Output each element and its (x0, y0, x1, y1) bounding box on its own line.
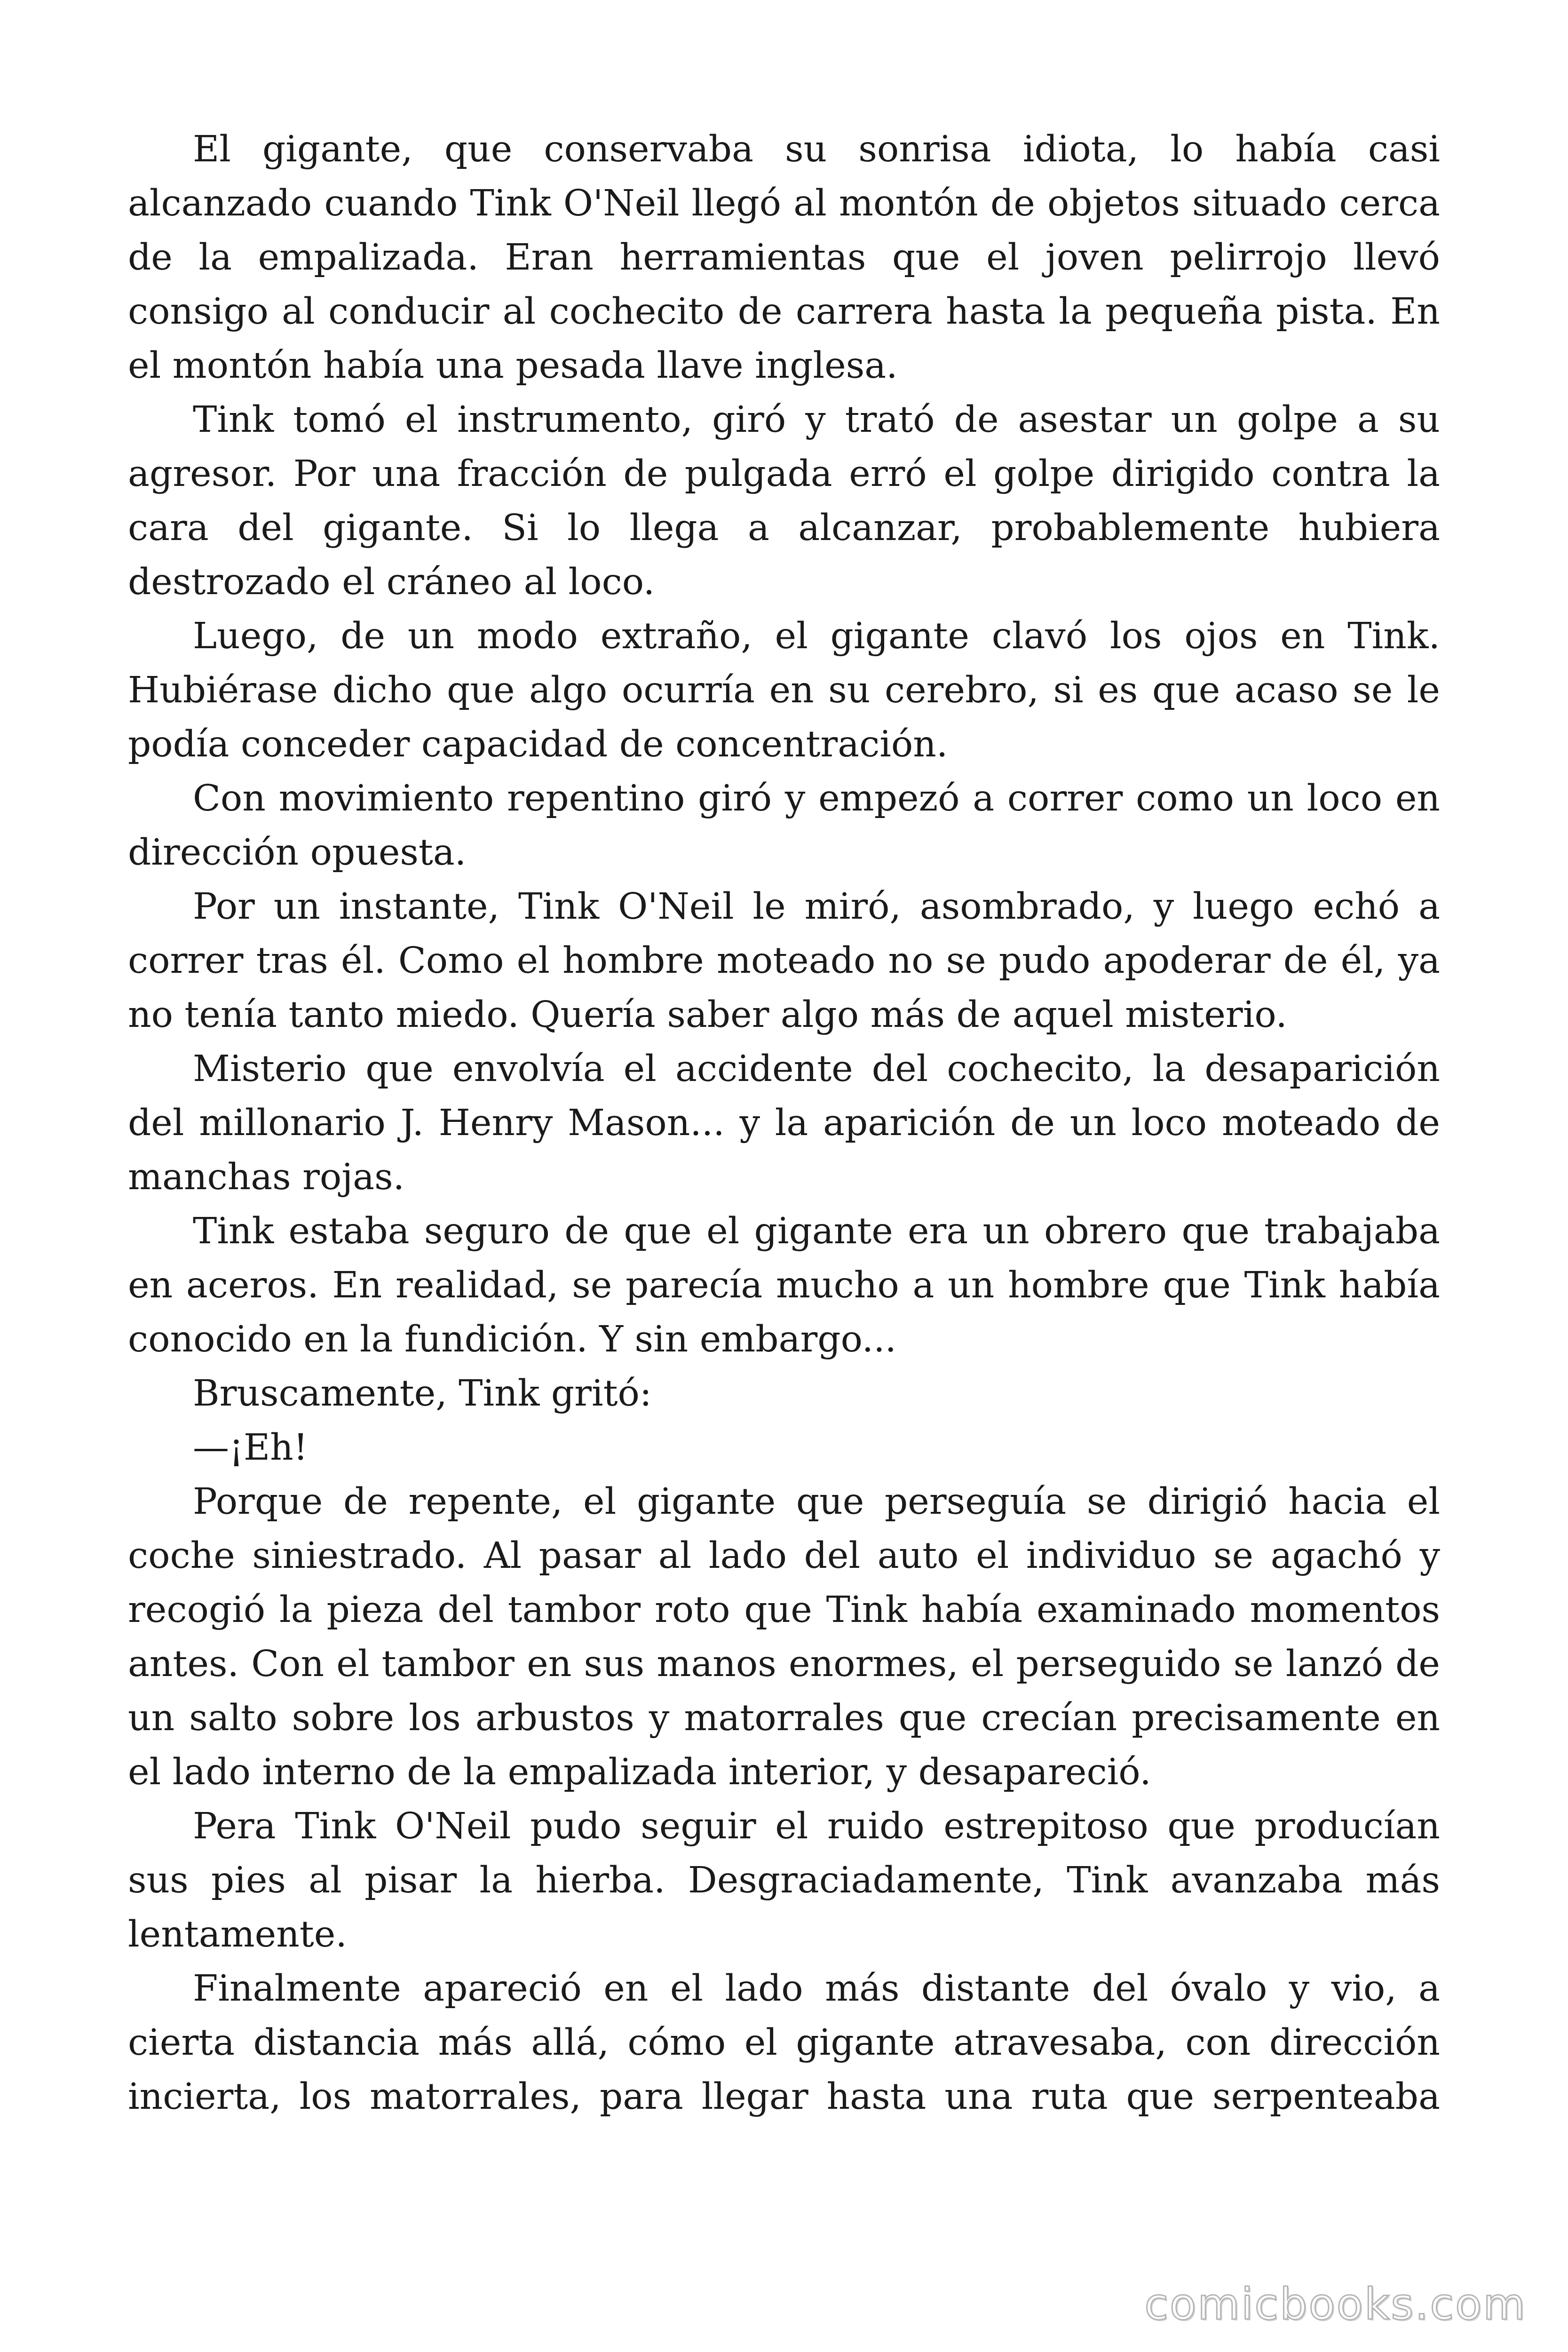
paragraph: Tink estaba seguro de que el gigante era un obrero que trabajaba en aceros. En realidad, se parecía mucho a un hombre que Tink había conocido en la fundición. Y sin embargo... (128, 1210, 1440, 1360)
paragraph: Luego, de un modo extraño, el gigante clavó los ojos en Tink. Hubiérase dicho que algo ocurría en su cerebro, si es que acaso se le podía conceder capacidad de concentración. (128, 615, 1440, 765)
paragraph: Porque de repente, el gigante que perseguía se dirigió hacia el coche siniestrado. Al pasar al lado del auto el individuo se agachó y recogió la pieza del tambor roto que Tink había examinado momentos antes. Con el tambor en sus manos enormes, el perseguido se lanzó de un salto sobre los arbustos y matorrales que crecían precisamente en el lado interno de la empalizada interior, y desapareció. (128, 1481, 1440, 1793)
paragraph: Misterio que envolvía el accidente del cochecito, la desaparición del millonario J. Henry Mason... y la aparición de un loco moteado de manchas rojas. (128, 1048, 1440, 1198)
paragraph: El gigante, que conservaba su sonrisa idiota, lo había casi alcanzado cuando Tink O'Neil llegó al montón de objetos situado cerca de la empalizada. Eran herramientas que el joven pelirrojo llevó consigo al conducir al cochecito de carrera hasta la pequeña pista. En el montón había una pesada llave inglesa. (128, 128, 1440, 387)
paragraph: —¡Eh! (193, 1427, 308, 1469)
paragraph: Tink tomó el instrumento, giró y trató de asestar un golpe a su agresor. Por una fracción de pulgada erró el golpe dirigido contra la cara del gigante. Si lo llega a alcanzar, probablemente hubiera destrozado el cráneo al loco. (128, 399, 1440, 603)
watermark: comicbooks.com (1144, 2279, 1527, 2329)
paragraph: Pera Tink O'Neil pudo seguir el ruido estrepitoso que producían sus pies al pisar la hierba. Desgraciadamente, Tink avanzaba más lentamente. (128, 1805, 1440, 1955)
paragraph-last: Finalmente apareció en el lado más distante del óvalo y vio, a cierta distancia más allá, cómo el gigante atravesaba, con dirección incierta, los matorrales, para llegar hasta una ruta que serpenteaba (128, 1968, 1440, 2118)
paragraph: Con movimiento repentino giró y empezó a correr como un loco en dirección opuesta. (128, 778, 1440, 874)
paragraph: Bruscamente, Tink gritó: (193, 1373, 652, 1414)
page-body (128, 122, 1440, 2124)
paragraph: Por un instante, Tink O'Neil le miró, asombrado, y luego echó a correr tras él. Como el hombre moteado no se pudo apoderar de él, ya no tenía tanto miedo. Quería saber algo más de aquel misterio. (128, 886, 1440, 1036)
